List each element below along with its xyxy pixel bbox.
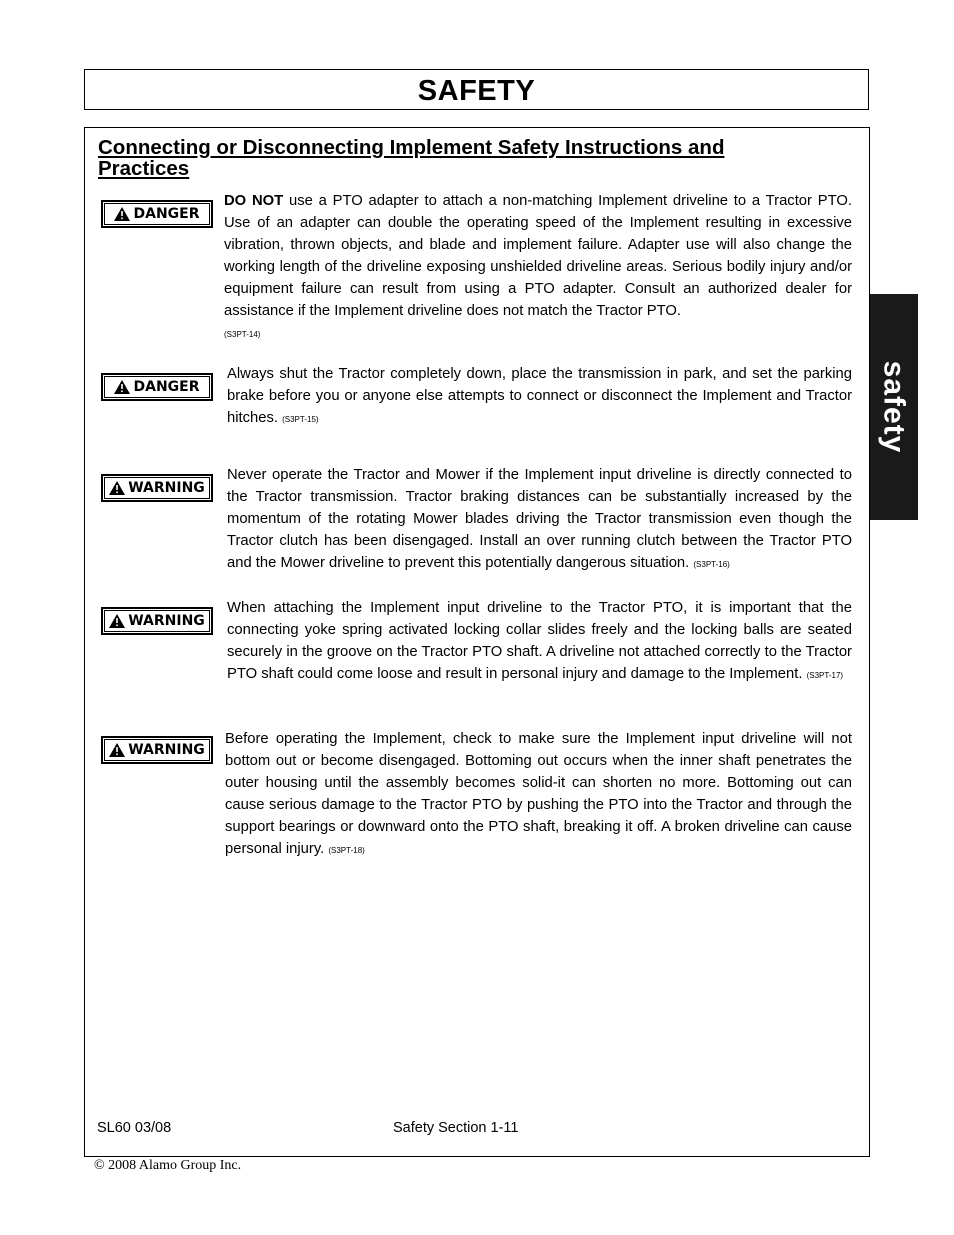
warning-triangle-icon [114,380,130,394]
badge-label: DANGER [133,206,200,222]
notice-text [224,190,852,346]
notice-body: use a PTO adapter to attach a non-matching Implement driveline to a Tractor PTO. Use of an adapter can double the operating speed of the Implement resulting in excessive vibration, thrown objects, and blade and implement failure. Adapter use will also change the working length of the driveline exposing unshielded driveline areas. Serious bodily injury and/or equipment failure can result from using a PTO adapter. Consult an authorized dealer for assistance if the Implement driveline does not match the Tractor PTO. [224,193,852,319]
notice-code: (S3PT-18) [328,846,365,855]
page-title: SAFETY [417,75,536,107]
danger-badge [101,200,213,228]
notice-text [227,597,852,687]
badge-label: WARNING [128,613,205,629]
notice-body: When attaching the Implement input driveline to the Tractor PTO, it is important that the connecting yoke spring activated locking collar slides freely and the locking balls are seated securely in the groove on the Tractor PTO shaft. A driveline not attached correctly to the Tractor PTO shaft could come loose and result in personal injury and damage to the Implement. [227,600,852,682]
notice-text [227,464,852,576]
warning-triangle-icon [109,481,125,495]
notice-body: Never operate the Tractor and Mower if the Implement input driveline is directly connected to the Tractor transmission. Tractor braking distances can be substantially increased by the momentum of the rotating Mower blades driving the Tractor transmission even though the Tractor clutch has been disengaged. Install an over running clutch between the Tractor PTO and the Mower driveline to prevent this potentially dangerous situation. [227,467,852,571]
notice-code: (S3PT-15) [282,415,319,424]
copyright: © 2008 Alamo Group Inc. [94,1158,242,1173]
content-frame [84,127,870,1157]
badge-label: WARNING [128,742,205,758]
warning-badge [101,607,213,635]
warning-badge [101,736,213,764]
notice-code: (S3PT-17) [806,671,844,680]
warning-triangle-icon [109,614,125,628]
notice-code: (S3PT-16) [693,560,730,569]
section-tab-label: safety [877,360,911,454]
notice-lead: DO NOT [224,193,284,209]
warning-badge [101,474,213,502]
warning-triangle-icon [114,207,130,221]
notice-text [227,363,852,431]
danger-badge [101,373,213,401]
notice-body: Before operating the Implement, check to make sure the Implement input driveline will not bottom out or become disengaged. Bottoming out occurs when the inner shaft penetrates the outer housing until the assembly becomes solid-it can shorten no more. Bottoming out can cause serious damage to the Tractor PTO by pushing the PTO into the Tractor and through the support bearings or downward onto the PTO shaft, breaking it off. A broken driveline can cause personal injury. [225,731,852,857]
notice-body: Always shut the Tractor completely down, place the transmission in park, and set the parking brake before you or anyone else attempts to connect or disconnect the Implement and Tractor hitches. [227,366,852,426]
badge-label: WARNING [128,480,205,496]
warning-triangle-icon [109,743,125,757]
footer-model-date: SL60 03/08 [97,1120,172,1136]
footer-page-number: Safety Section 1-11 [393,1120,519,1136]
page-header [84,69,869,110]
notice-code: (S3PT-14) [224,330,261,339]
section-tab [869,294,918,520]
notice-text [225,728,852,862]
section-heading: Connecting or Disconnecting Implement Safety Instructions and Practices [98,136,725,180]
badge-label: DANGER [133,379,200,395]
